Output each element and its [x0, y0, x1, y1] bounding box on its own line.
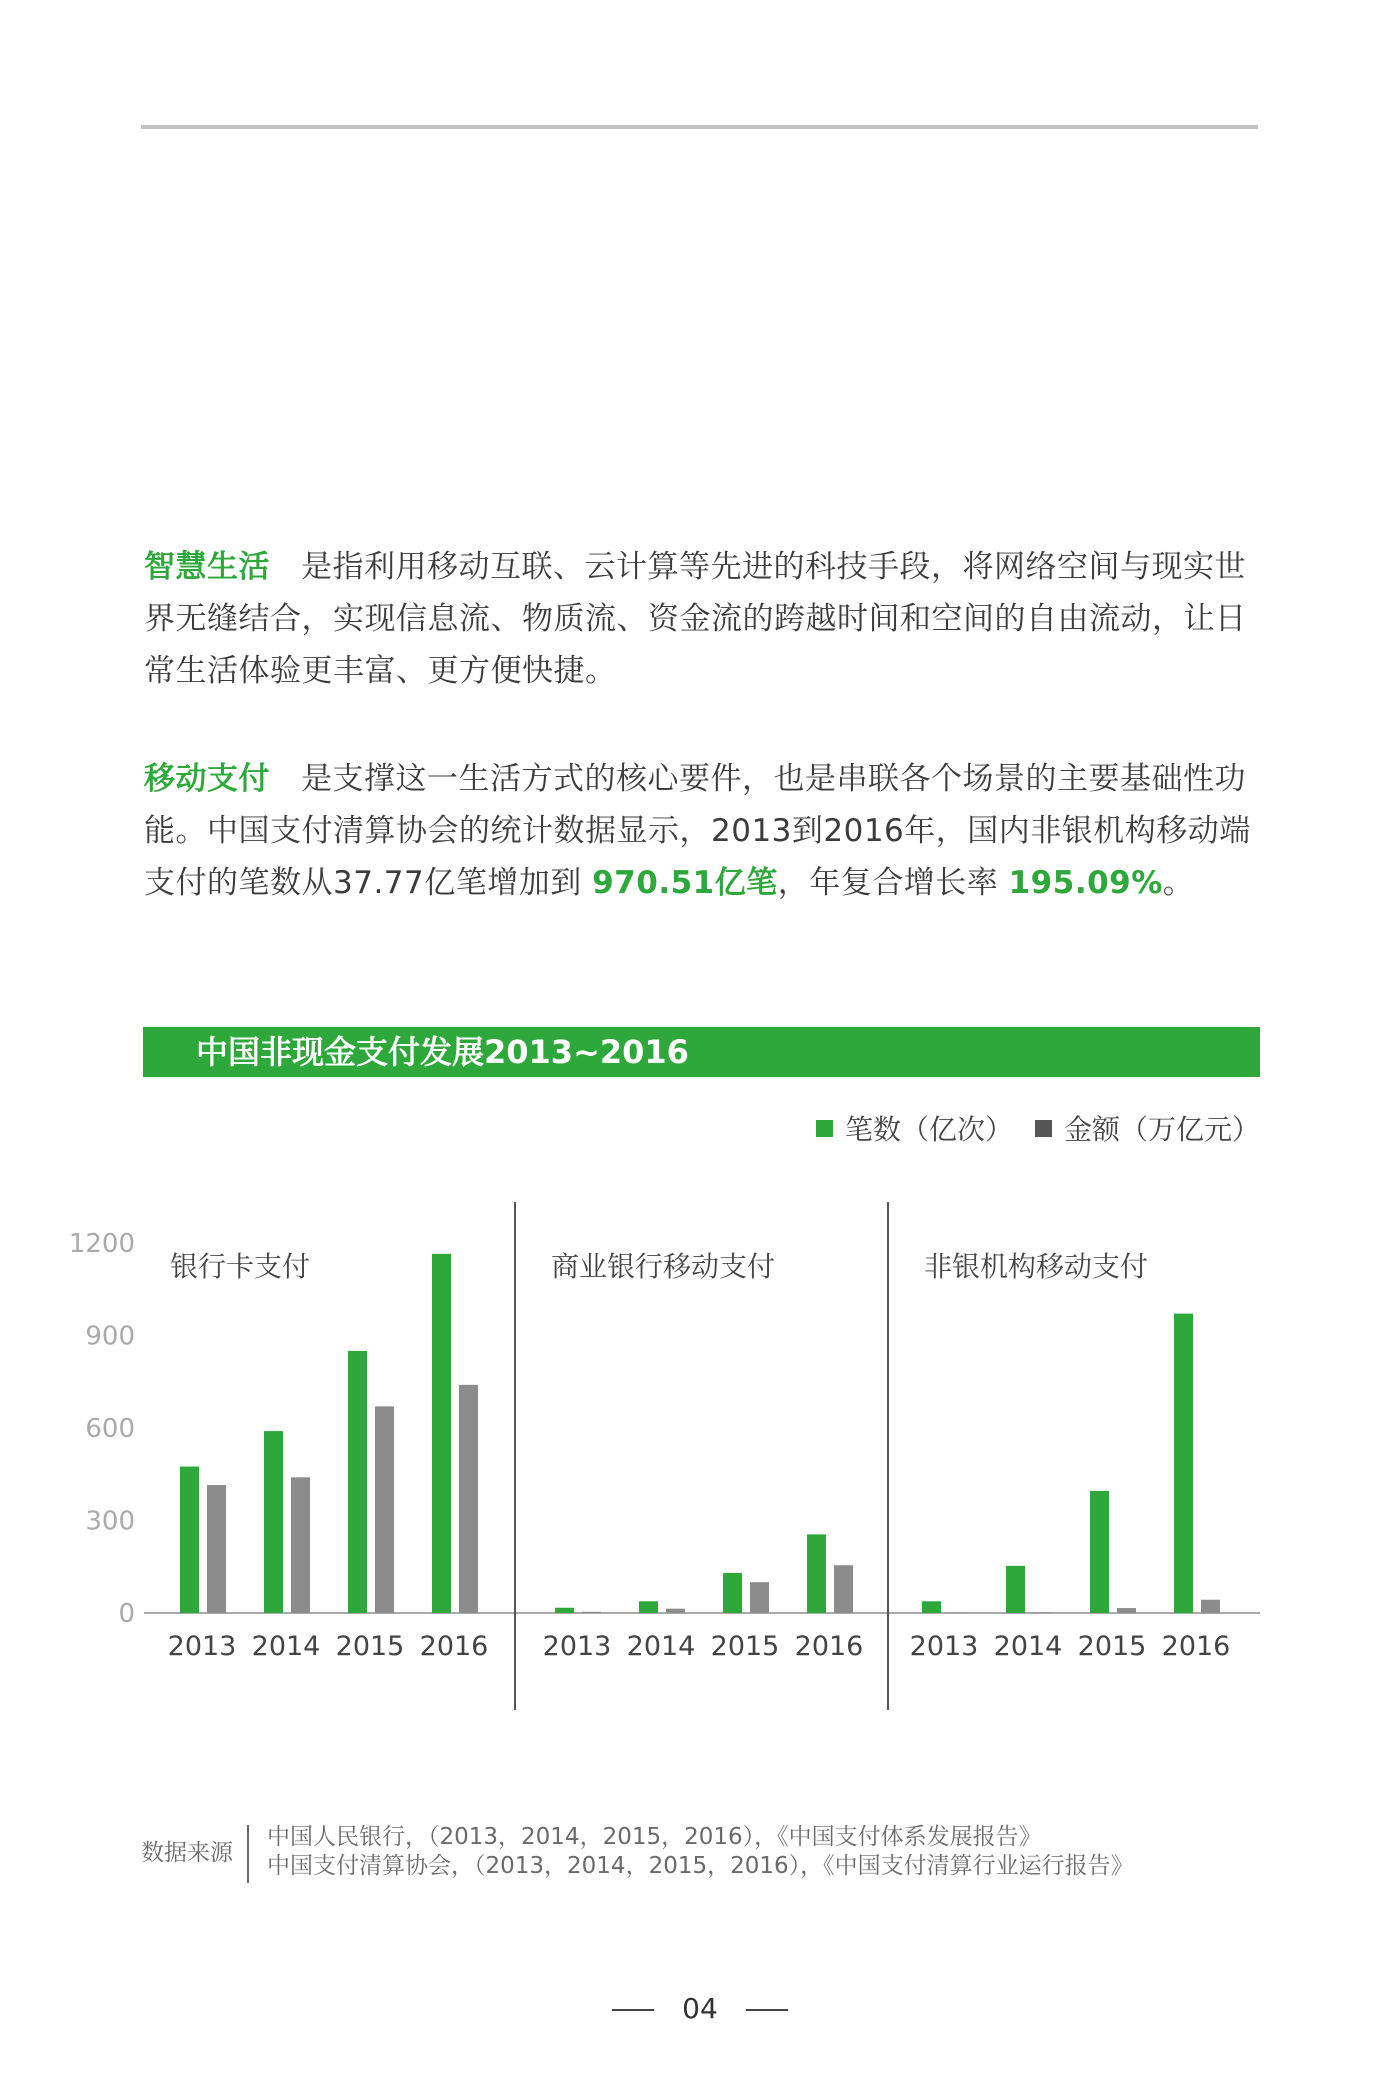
y-tick-label: 1200 [68, 1229, 135, 1259]
x-tick-label: 2013 [542, 1631, 612, 1662]
x-tick-label: 2014 [251, 1631, 321, 1662]
bar-amount [459, 1385, 478, 1613]
highlight-growth-rate: 195.09% [1008, 865, 1163, 901]
legend-label-count: 笔数（亿次） [844, 1113, 1013, 1146]
source-line-2: 中国支付清算协会，（2013，2014，2015，2016），《中国支付清算行业运行报告》 [267, 1853, 1134, 1879]
keyword-smart-life: 智慧生活 [144, 549, 270, 585]
keyword-mobile-payment: 移动支付 [144, 761, 270, 797]
bar-amount [1201, 1600, 1220, 1613]
bar-count [639, 1601, 658, 1613]
page-dash-left [612, 2009, 654, 2011]
x-tick-label: 2014 [626, 1631, 696, 1662]
bar-amount [291, 1477, 310, 1613]
source-lines [267, 1823, 1134, 1883]
page-dash-right [746, 2009, 788, 2011]
bar-count [1090, 1491, 1109, 1613]
source-divider [247, 1825, 249, 1883]
bar-amount [834, 1565, 853, 1613]
x-tick-label: 2016 [419, 1631, 489, 1662]
x-tick-label: 2013 [167, 1631, 237, 1662]
paragraph-mobile-payment [144, 753, 1260, 909]
x-tick-label: 2015 [335, 1631, 405, 1662]
bar-count [1174, 1314, 1193, 1613]
x-tick-label: 2016 [794, 1631, 864, 1662]
bar-amount [1117, 1608, 1136, 1613]
paragraph-text: 是指利用移动互联、云计算等先进的科技手段，将网络空间与现实世界无缝结合，实现信息流、物质流、资金流的跨越时间和空间的自由流动，让日常生活体验更丰富、更方便快捷。 [144, 549, 1247, 689]
y-tick-label: 900 [85, 1321, 135, 1352]
legend-item-count [816, 1108, 1013, 1148]
panel-label: 商业银行移动支付 [551, 1250, 776, 1283]
bar-count [807, 1534, 826, 1613]
bar-count [432, 1254, 451, 1613]
x-tick-label: 2015 [1077, 1631, 1147, 1662]
paragraph-text-b: ，年复合增长率 [777, 865, 999, 901]
top-divider [141, 125, 1258, 129]
bar-amount [666, 1609, 685, 1613]
paragraph-smart-life [144, 541, 1260, 697]
y-tick-label: 0 [118, 1599, 135, 1629]
legend-label-amount: 金额（万亿元） [1063, 1113, 1260, 1146]
bar-count [922, 1601, 941, 1613]
bar-amount [582, 1612, 601, 1613]
bar-count [723, 1573, 742, 1613]
y-tick-label: 300 [85, 1506, 135, 1537]
chart-title: 中国非现金支付发展2013~2016 [196, 1033, 689, 1071]
bar-amount [750, 1582, 769, 1613]
x-tick-label: 2016 [1161, 1631, 1231, 1662]
bar-count [555, 1608, 574, 1613]
highlight-count: 970.51亿笔 [592, 865, 778, 901]
legend-item-amount [1035, 1108, 1260, 1148]
x-tick-label: 2013 [909, 1631, 979, 1662]
bar-count [264, 1431, 283, 1613]
bar-amount [375, 1406, 394, 1613]
chart-title-banner [143, 1027, 1260, 1077]
chart-legend [794, 1108, 1260, 1148]
bar-count [1006, 1566, 1025, 1613]
data-source [141, 1823, 1134, 1883]
bar-chart [0, 1190, 1400, 1730]
panel-label: 银行卡支付 [170, 1250, 311, 1283]
panel-label: 非银机构移动支付 [924, 1250, 1149, 1283]
bar-count [180, 1467, 199, 1613]
source-label: 数据来源 [141, 1840, 233, 1866]
page-number: 04 [682, 1992, 718, 2025]
x-tick-label: 2014 [993, 1631, 1063, 1662]
bar-amount [207, 1485, 226, 1613]
legend-swatch-gray [1035, 1120, 1052, 1137]
legend-swatch-green [816, 1120, 833, 1137]
bar-count [348, 1351, 367, 1613]
page-footer [0, 1992, 1400, 2025]
x-tick-label: 2015 [710, 1631, 780, 1662]
y-tick-label: 600 [85, 1414, 135, 1444]
source-line-1: 中国人民银行，（2013，2014，2015，2016），《中国支付体系发展报告》 [267, 1824, 1042, 1850]
paragraph-text-a: 是支撑这一生活方式的核心要件，也是串联各个场景的主要基础性功能。中国支付清算协会的统计数据显示，2013到2016年，国内非银机构移动端支付的笔数从37.77亿笔增加到 [144, 761, 1251, 901]
bar-amount [1033, 1612, 1052, 1613]
paragraph-text-c: 。 [1162, 865, 1195, 901]
